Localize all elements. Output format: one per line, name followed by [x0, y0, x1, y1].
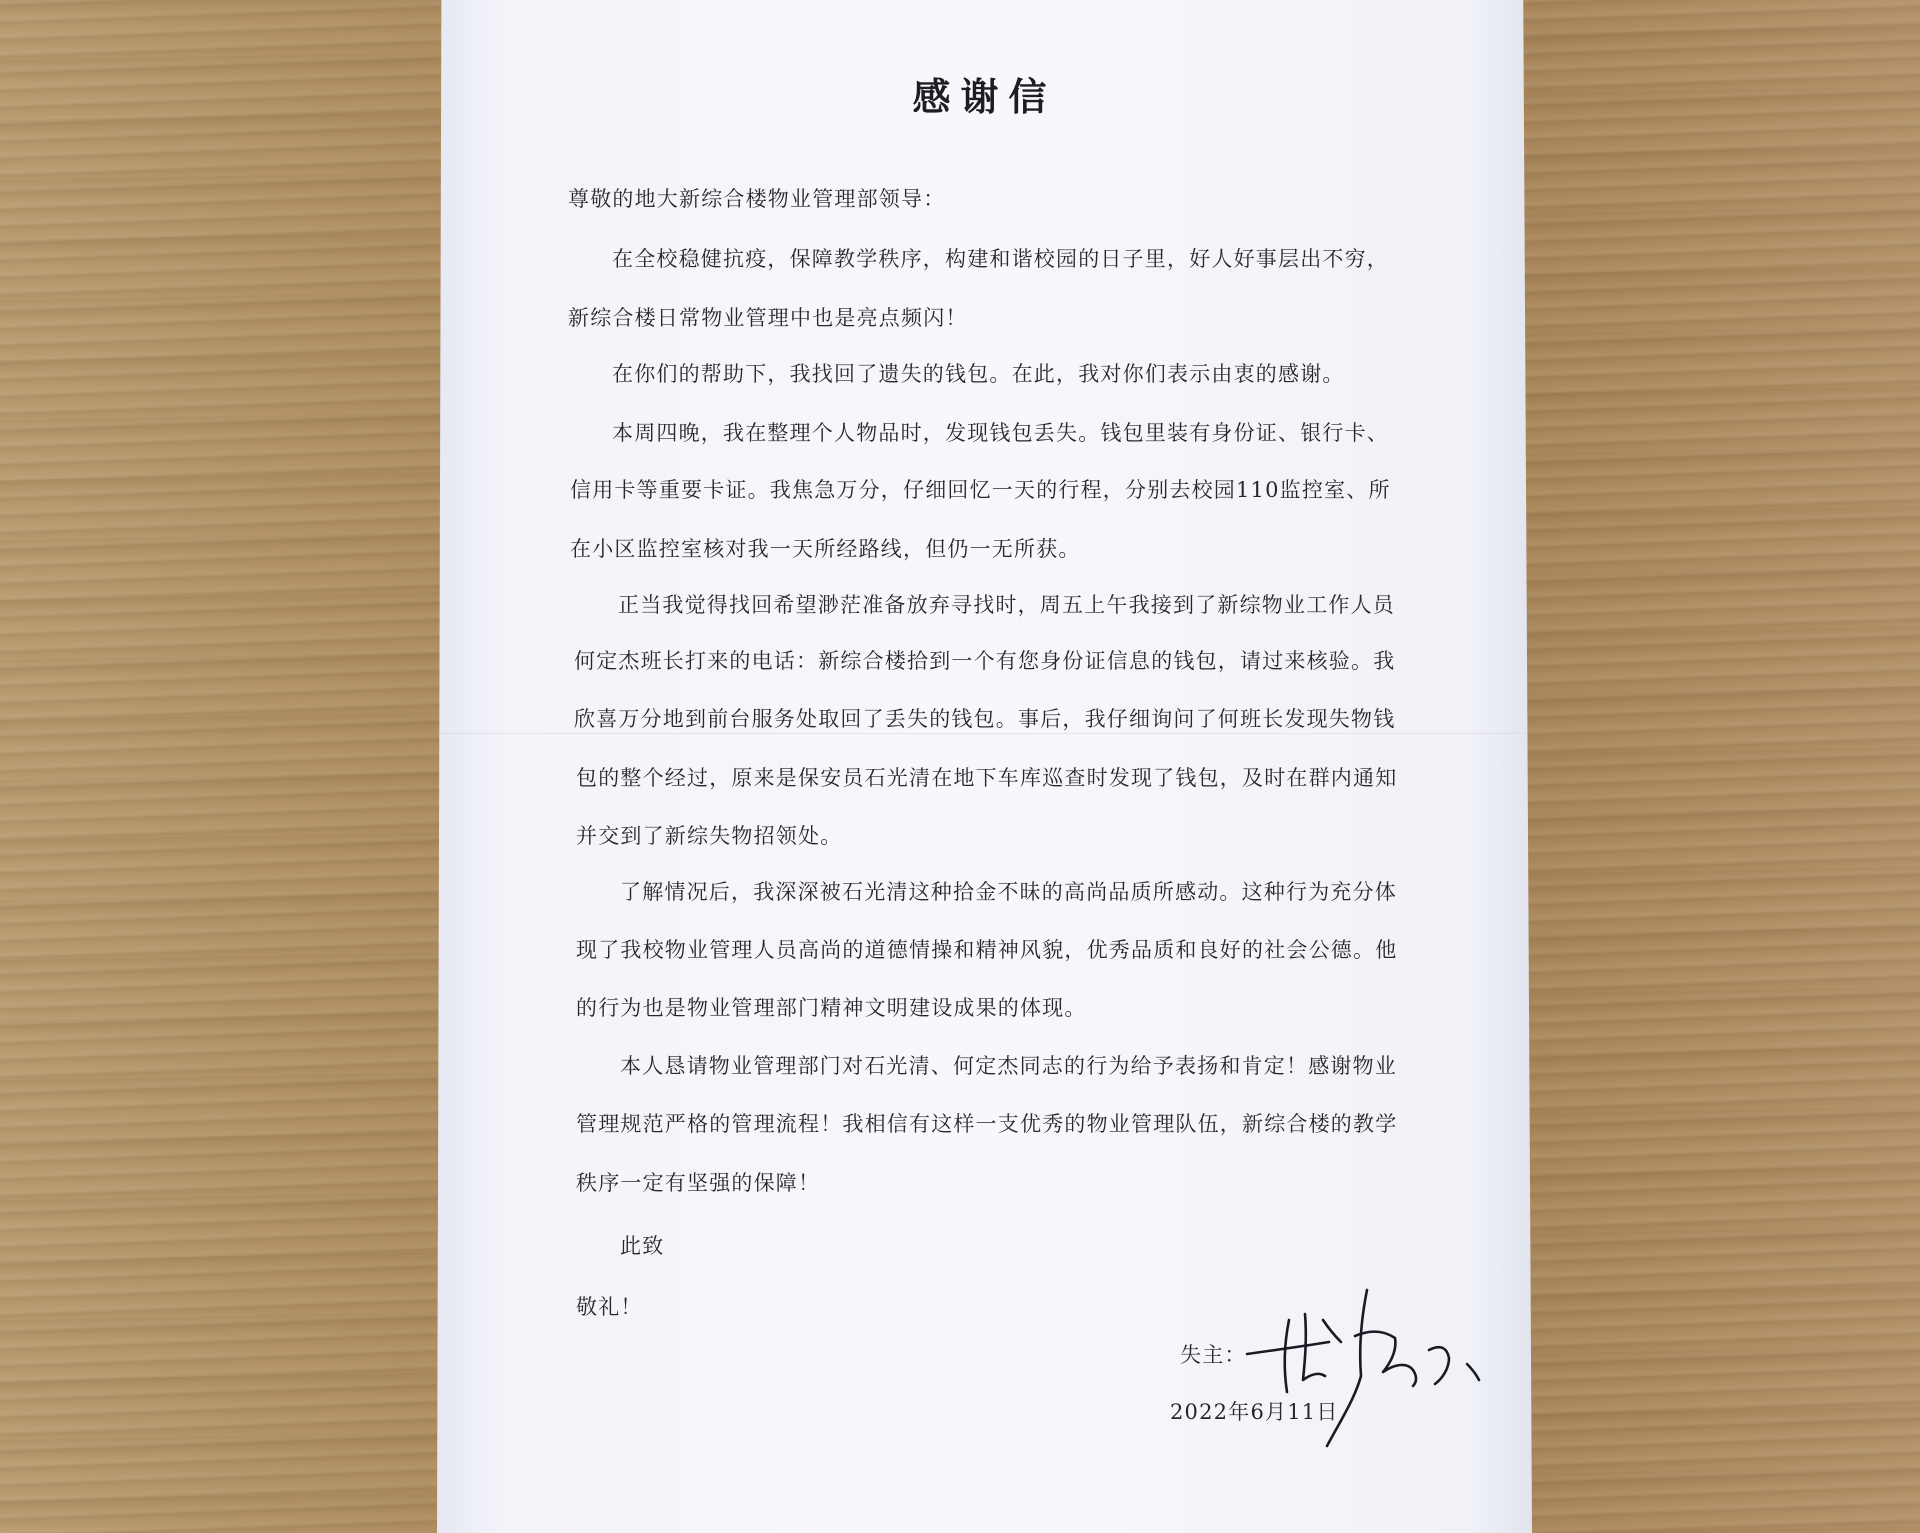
- paper-fold-crease: [437, 733, 1532, 735]
- body-line: 欣喜万分地到前台服务处取回了丢失的钱包。事后，我仔细询问了何班长发现失物钱: [574, 707, 1396, 731]
- letter-date: 2022年6月11日: [1170, 1400, 1339, 1424]
- body-line: 信用卡等重要卡证。我焦急万分，仔细回忆一天的行程，分别去校园110监控室、所: [570, 478, 1391, 502]
- handwritten-signature: [1245, 1280, 1520, 1460]
- body-line: 了解情况后，我深深被石光清这种拾金不昧的高尚品质所感动。这种行为充分体: [620, 880, 1397, 904]
- closing-cizhi: 此致: [620, 1234, 665, 1258]
- body-line: 在全校稳健抗疫，保障教学秩序，构建和谐校园的日子里，好人好事层出不穷，: [612, 247, 1389, 271]
- body-line: 并交到了新综失物招领处。: [576, 824, 843, 848]
- body-line: 新综合楼日常物业管理中也是亮点频闪！: [568, 306, 968, 330]
- body-line: 何定杰班长打来的电话：新综合楼拾到一个有您身份证信息的钱包，请过来核验。我: [574, 649, 1396, 673]
- closing-jingli: 敬礼！: [576, 1295, 643, 1319]
- body-line: 本周四晚，我在整理个人物品时，发现钱包丢失。钱包里装有身份证、银行卡、: [612, 421, 1389, 445]
- body-line: 现了我校物业管理人员高尚的道德情操和精神风貌，优秀品质和良好的社会公德。他: [576, 938, 1398, 962]
- body-line: 在小区监控室核对我一天所经路线，但仍一无所获。: [570, 537, 1081, 561]
- body-line: 秩序一定有坚强的保障！: [576, 1171, 821, 1195]
- body-line: 的行为也是物业管理部门精神文明建设成果的体现。: [576, 996, 1087, 1020]
- body-line: 正当我觉得找回希望渺茫准备放弃寻找时，周五上午我接到了新综物业工作人员: [618, 593, 1395, 617]
- body-line: 管理规范严格的管理流程！我相信有这样一支优秀的物业管理队伍，新综合楼的教学: [576, 1112, 1398, 1136]
- letter-title: 感谢信: [912, 75, 1057, 119]
- body-line: 本人恳请物业管理部门对石光清、何定杰同志的行为给予表扬和肯定！感谢物业: [620, 1054, 1397, 1078]
- salutation: 尊敬的地大新综合楼物业管理部领导：: [568, 187, 946, 211]
- signer-label: 失主：: [1180, 1343, 1247, 1367]
- body-line: 在你们的帮助下，我找回了遗失的钱包。在此，我对你们表示由衷的感谢。: [612, 362, 1345, 386]
- body-line: 包的整个经过，原来是保安员石光清在地下车库巡查时发现了钱包，及时在群内通知: [576, 766, 1398, 790]
